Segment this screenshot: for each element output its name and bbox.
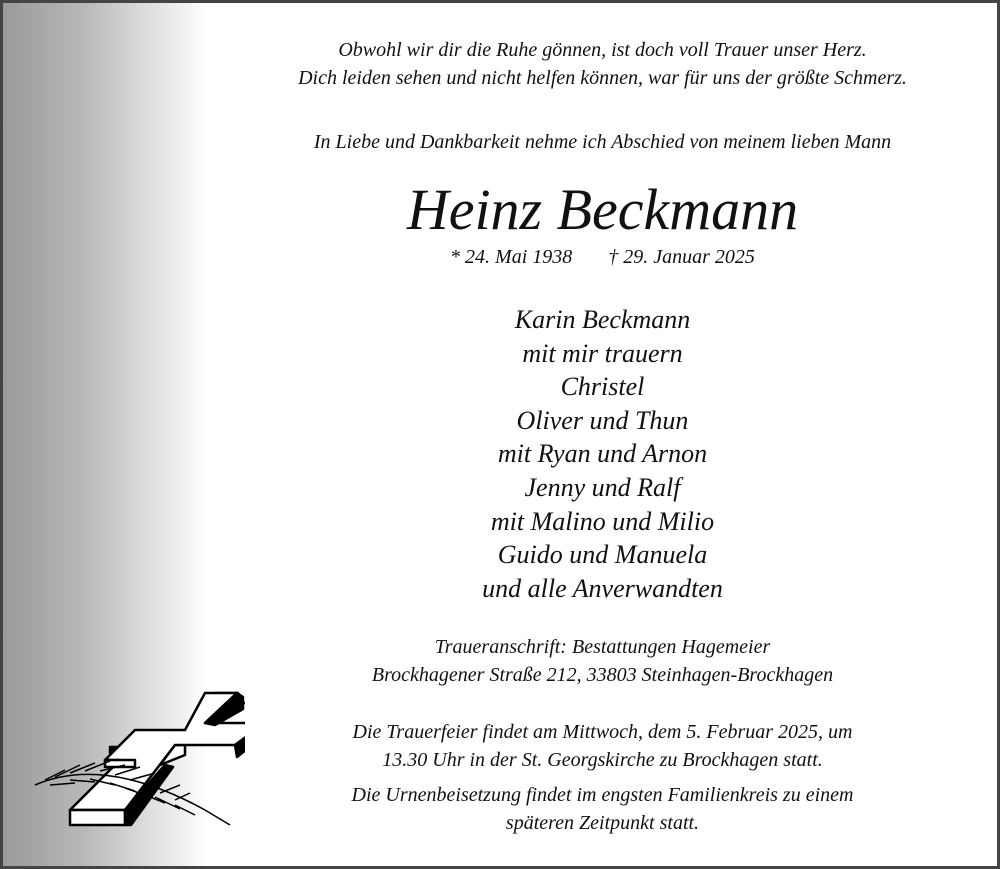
mourner: Oliver und Thun — [516, 405, 689, 435]
mourner: mit Ryan und Arnon — [497, 439, 708, 469]
address-line: Traueranschrift: Bestattungen Hagemeier — [434, 636, 771, 658]
mourner: Christel — [560, 372, 645, 402]
birth-date: * 24. Mai 1938 — [450, 246, 573, 268]
deceased-name: Heinz Beckmann — [406, 177, 799, 242]
dates — [205, 246, 1000, 269]
burial-line: späteren Zeitpunkt statt. — [505, 812, 700, 834]
intro: In Liebe und Dankbarkeit nehme ich Abschied von meinem lieben Mann — [313, 131, 892, 153]
cross-with-palm-icon — [25, 685, 245, 845]
mourner: Guido und Manuela — [497, 540, 708, 570]
service-line: 13.30 Uhr in der St. Georgskirche zu Brockhagen statt. — [382, 749, 823, 771]
mourner: und alle Anverwandten — [482, 573, 723, 603]
address-line: Brockhagener Straße 212, 33803 Steinhagen-Brockhagen — [371, 664, 834, 686]
burial-info — [205, 781, 1000, 837]
verse-line: Dich leiden sehen und nicht helfen können, war für uns der größte Schmerz. — [298, 67, 907, 89]
mourner: Jenny und Ralf — [524, 472, 681, 502]
death-date: † 29. Januar 2025 — [608, 246, 755, 268]
mourner: mit mir trauern — [522, 338, 683, 368]
service-line: Die Trauerfeier findet am Mittwoch, dem 5. Februar 2025, um — [352, 721, 853, 743]
mourner: Karin Beckmann — [514, 305, 691, 334]
verse — [205, 36, 1000, 92]
mourner: mit Malino und Milio — [490, 506, 715, 536]
verse-line: Obwohl wir dir die Ruhe gönnen, ist doch voll Trauer unser Herz. — [338, 39, 867, 61]
address — [205, 633, 1000, 689]
mourners-list — [205, 303, 1000, 605]
service-info — [205, 718, 1000, 774]
burial-line: Die Urnenbeisetzung findet im engsten Familienkreis zu einem — [351, 784, 854, 806]
